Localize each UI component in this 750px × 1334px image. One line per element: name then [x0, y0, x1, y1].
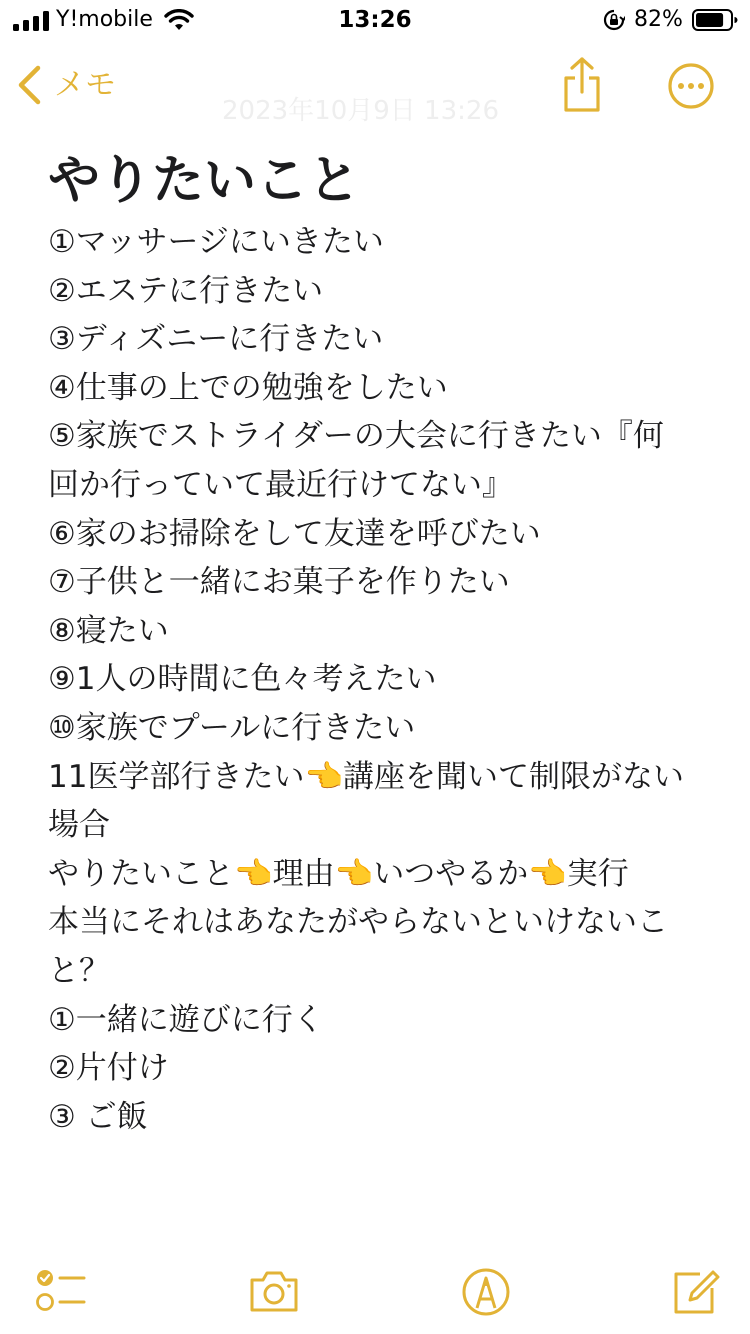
checklist-icon[interactable]	[34, 1266, 86, 1318]
note-line[interactable]: ⑥家のお掃除をして友達を呼びたい	[48, 515, 541, 552]
note-body[interactable]	[48, 146, 698, 1141]
clock: 13:26	[338, 7, 412, 33]
note-title[interactable]: やりたいこと	[48, 151, 361, 211]
note-date: 2023年10月9日 13:26	[222, 96, 499, 126]
note-lines[interactable]	[48, 218, 698, 1141]
compose-icon[interactable]	[670, 1266, 722, 1318]
note-line[interactable]: ③ディズニーに行きたい	[48, 321, 384, 358]
carrier-name: Y!mobile	[56, 7, 153, 32]
rotation-lock-icon	[603, 9, 625, 31]
note-line[interactable]: ⑨1人の時間に色々考えたい	[48, 661, 437, 698]
note-line[interactable]: ③ ご飯	[48, 1098, 148, 1135]
battery-icon	[692, 9, 738, 31]
note-line[interactable]: 回か行っていて最近行けてない』	[48, 466, 513, 503]
share-icon[interactable]	[558, 56, 606, 114]
note-line[interactable]: 本当にそれはあなたがやらないといけないこ	[48, 904, 668, 941]
battery-percent: 82%	[634, 7, 683, 32]
note-line[interactable]: と？	[48, 952, 110, 989]
note-line[interactable]: ⑤家族でストライダーの大会に行きたい『何	[48, 418, 664, 455]
markup-icon[interactable]	[460, 1266, 512, 1318]
back-label: メモ	[54, 67, 116, 103]
more-icon[interactable]	[667, 62, 715, 110]
note-line[interactable]: ①マッサージにいきたい	[48, 224, 384, 260]
bottom-toolbar	[0, 1250, 750, 1334]
status-bar	[0, 0, 750, 40]
back-button[interactable]	[16, 60, 116, 110]
note-line[interactable]: ①一緒に遊びに行く	[48, 1001, 324, 1038]
chevron-left-icon	[16, 65, 42, 105]
note-line[interactable]: 11医学部行きたい👈講座を聞いて制限がない	[48, 758, 685, 795]
camera-icon[interactable]	[248, 1266, 300, 1318]
note-line[interactable]: ④仕事の上での勉強をしたい	[48, 369, 448, 406]
note-line[interactable]: ⑧寝たい	[48, 612, 169, 649]
note-line[interactable]: 場合	[48, 807, 110, 844]
note-line[interactable]: ⑦子供と一緒にお菓子を作りたい	[48, 564, 510, 601]
note-line[interactable]: ②エステに行きたい	[48, 272, 324, 309]
note-line[interactable]: ②片付け	[48, 1050, 169, 1087]
note-line[interactable]: やりたいこと👈理由👈いつやるか👈実行	[48, 855, 629, 892]
note-line[interactable]: ⑩家族でプールに行きたい	[48, 709, 416, 746]
